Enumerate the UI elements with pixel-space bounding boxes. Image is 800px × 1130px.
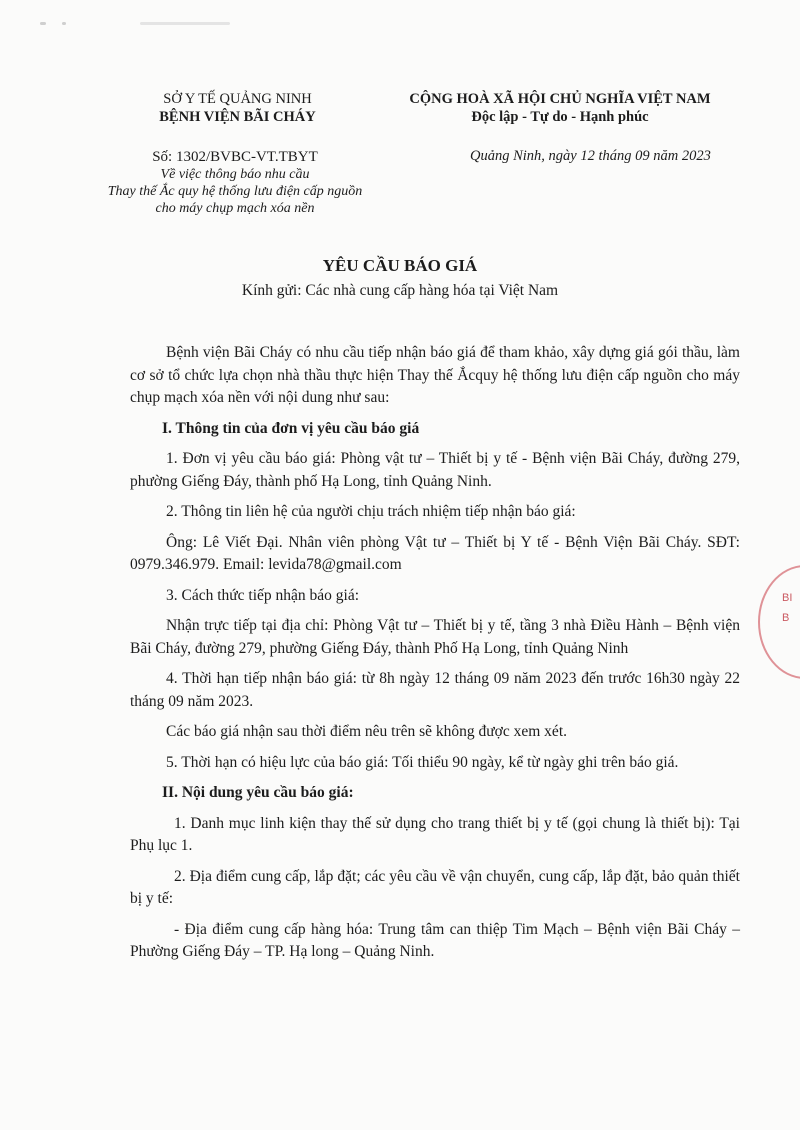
scan-artifact — [40, 22, 46, 25]
section-1-item-1: 1. Đơn vị yêu cầu báo giá: Phòng vật tư – Thiết bị y tế - Bệnh viện Bãi Cháy, đường 279, phường Giếng Đáy, thành phố Hạ Long, tỉnh Quảng Ninh. — [130, 450, 740, 490]
national-title: CỘNG HOÀ XÃ HỘI CHỦ NGHĨA VIỆT NAM — [409, 91, 711, 107]
document-title: YÊU CẦU BÁO GIÁ — [322, 256, 478, 275]
document-number: Số: 1302/BVBC-VT.TBYT — [152, 149, 318, 165]
greeting: Kính gửi: Các nhà cung cấp hàng hóa tại Việt Nam — [241, 282, 559, 299]
hospital-name: BỆNH VIỆN BÃI CHÁY — [159, 109, 316, 125]
deadline-note: Các báo giá nhận sau thời điểm nêu trên sẽ không được xem xét. — [166, 723, 567, 740]
department-name: SỞ Y TẾ QUẢNG NINH — [163, 91, 312, 107]
contact-details: Ông: Lê Viết Đại. Nhân viên phòng Vật tư – Thiết bị Y tế - Bệnh Viện Bãi Cháy. SĐT: 0979.346.979. Email: levida78@gmail.com — [130, 533, 740, 573]
stamp-text-1: BI — [782, 592, 793, 604]
submission-address: Nhận trực tiếp tại địa chỉ: Phòng Vật tư – Thiết bị y tế, tầng 3 nhà Điều Hành – Bệnh viện Bãi Cháy, đường 279, phường Giếng Đáy, thành Phố Hạ Long, tỉnh Quảng Ninh — [130, 617, 740, 657]
national-header — [375, 90, 745, 126]
section-1-item-5: 5. Thời hạn có hiệu lực của báo giá: Tối thiểu 90 ngày, kể từ ngày ghi trên báo giá. — [166, 753, 679, 771]
section-2-item-1: 1. Danh mục linh kiện thay thế sử dụng cho trang thiết bị y tế (gọi chung là thiết bị): Tại Phụ lục 1. — [130, 814, 740, 854]
national-motto: Độc lập - Tự do - Hạnh phúc — [471, 109, 649, 125]
issuer-header — [110, 90, 365, 126]
section-1-item-2: 2. Thông tin liên hệ của người chịu trách nhiệm tiếp nhận báo giá: — [166, 503, 576, 520]
section-2-item-2: 2. Địa điểm cung cấp, lắp đặt; các yêu cầu về vận chuyển, cung cấp, lắp đặt, bảo quản thiết bị y tế: — [130, 867, 740, 907]
stamp-text-2: B — [782, 612, 790, 624]
section-1-item-4: 4. Thời hạn tiếp nhận báo giá: từ 8h ngày 12 tháng 09 năm 2023 đến trước 16h30 ngày 22 tháng 09 năm 2023. — [130, 670, 740, 710]
document-date: Quảng Ninh, ngày 12 tháng 09 năm 2023 — [470, 148, 711, 164]
intro-paragraph: Bệnh viện Bãi Cháy có nhu cầu tiếp nhận báo giá để tham khảo, xây dựng giá gói thầu, làm cơ sở tổ chức lựa chọn nhà thầu thực hiện Thay thế Ắcquy hệ thống lưu điện cấp nguồn cho máy chụp mạch xóa nền với nội dung như sau: — [130, 344, 740, 406]
subject-line-3: cho máy chụp mạch xóa nền — [155, 201, 315, 216]
section-2-heading: II. Nội dung yêu cầu báo giá: — [162, 784, 354, 801]
reference-block — [85, 148, 385, 217]
delivery-location: - Địa điểm cung cấp hàng hóa: Trung tâm can thiệp Tim Mạch – Bệnh viện Bãi Cháy – Phường Giếng Đáy – TP. Hạ long – Quảng Ninh. — [130, 920, 740, 960]
subject-line-2: Thay thế Ắc quy hệ thống lưu điện cấp nguồn — [107, 184, 363, 199]
scan-artifact — [62, 22, 66, 25]
red-seal-stamp — [758, 565, 800, 679]
scan-artifact — [140, 22, 230, 25]
document-body — [130, 342, 740, 972]
subject-line-1: Về việc thông báo nhu cầu — [160, 167, 310, 182]
section-1-item-3: 3. Cách thức tiếp nhận báo giá: — [166, 586, 360, 604]
section-1-heading: I. Thông tin của đơn vị yêu cầu báo giá — [162, 419, 420, 437]
